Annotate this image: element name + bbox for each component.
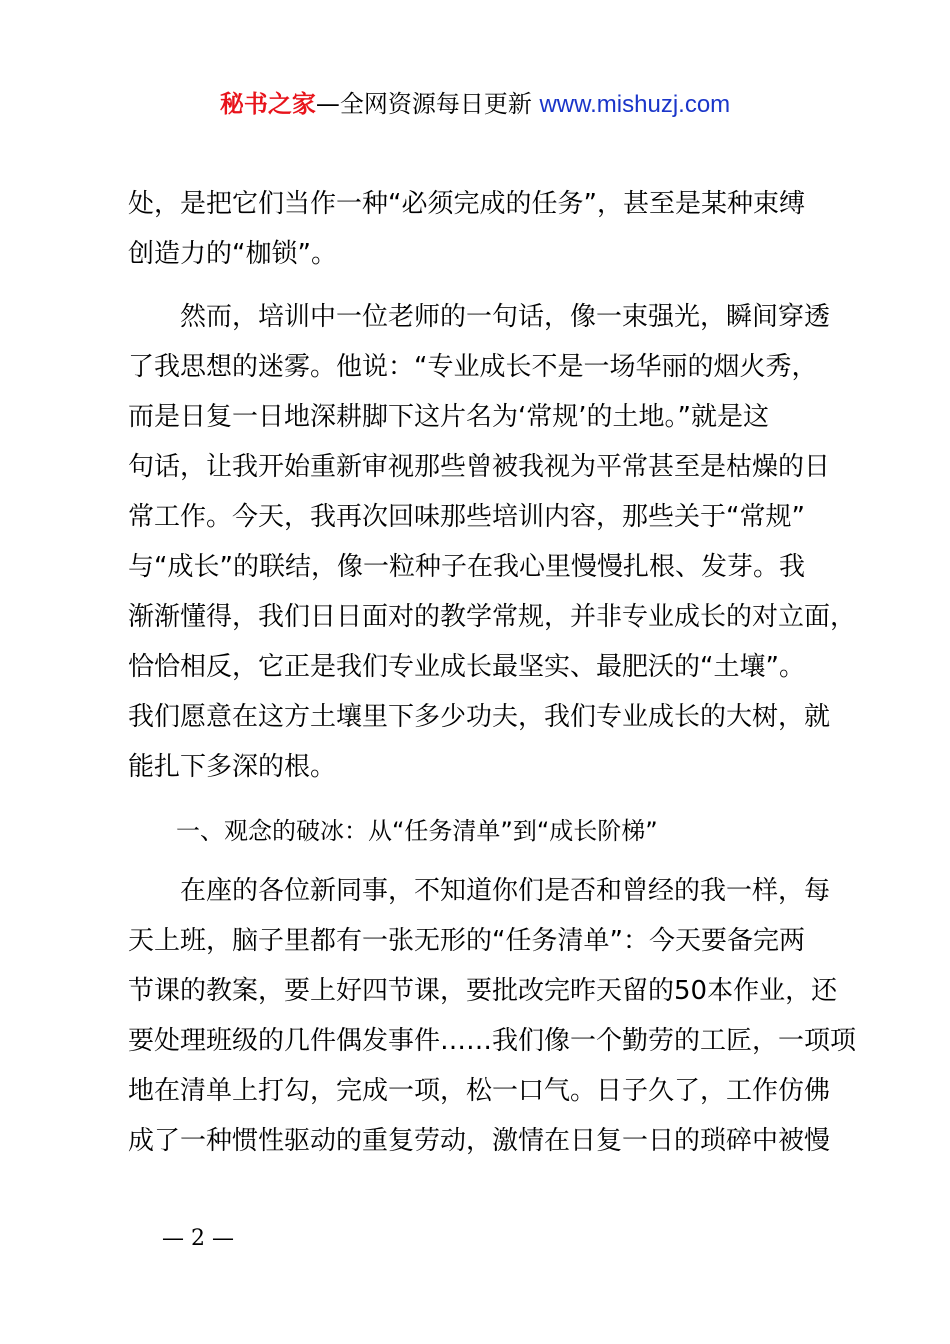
text-line: 在座的各位新同事，不知道你们是否和曾经的我一样，每 [128, 876, 831, 906]
page-number: — 2 — [162, 1226, 234, 1251]
text-line: 然而，培训中一位老师的一句话，像一束强光，瞬间穿透 [128, 302, 831, 332]
text-line: 渐渐懂得，我们日日面对的教学常规，并非专业成长的对立面， [128, 602, 857, 632]
text-line: 句话，让我开始重新审视那些曾被我视为平常甚至是枯燥的日 [128, 452, 831, 482]
text-line: 能扎下多深的根。 [128, 752, 337, 782]
text-line: 而是日复一日地深耕脚下这片名为‘常规’的土地。”就是这 [128, 402, 769, 432]
text-line: 常工作。今天，我再次回味那些培训内容，那些关于“常规” [128, 502, 805, 532]
text-line: 了我思想的迷雾。他说：“专业成长不是一场华丽的烟火秀， [128, 352, 818, 382]
text-line: 与“成长”的联结，像一粒种子在我心里慢慢扎根、发芽。我 [128, 552, 805, 582]
text-line: 我们愿意在这方土壤里下多少功夫，我们专业成长的大树，就 [128, 702, 831, 732]
site-header [0, 88, 950, 121]
brand-name: 秘书之家 [219, 90, 316, 118]
text-line: 地在清单上打勾，完成一项，松一口气。日子久了，工作仿佛 [128, 1076, 831, 1106]
text-line: 要处理班级的几件偶发事件……我们像一个勤劳的工匠，一项项 [128, 1026, 857, 1056]
text-line: 成了一种惯性驱动的重复劳动，激情在日复一日的琐碎中被慢 [128, 1126, 831, 1156]
text-line: 天上班，脑子里都有一张无形的“任务清单”：今天要备完两 [128, 926, 805, 956]
text-line: 处，是把它们当作一种“必须完成的任务”，甚至是某种束缚 [128, 189, 805, 219]
text-line: 节课的教案，要上好四节课，要批改完昨天留的50本作业，还 [128, 976, 838, 1006]
header-tagline: —全网资源每日更新 [315, 90, 540, 118]
text-line: 恰恰相反，它正是我们专业成长最坚实、最肥沃的“土壤”。 [128, 652, 805, 682]
site-url-link[interactable]: www.mishuzj.com [539, 91, 731, 118]
text-line: 创造力的“枷锁”。 [128, 239, 337, 269]
section-heading: 一、观念的破冰：从“任务清单”到“成长阶梯” [128, 817, 658, 845]
